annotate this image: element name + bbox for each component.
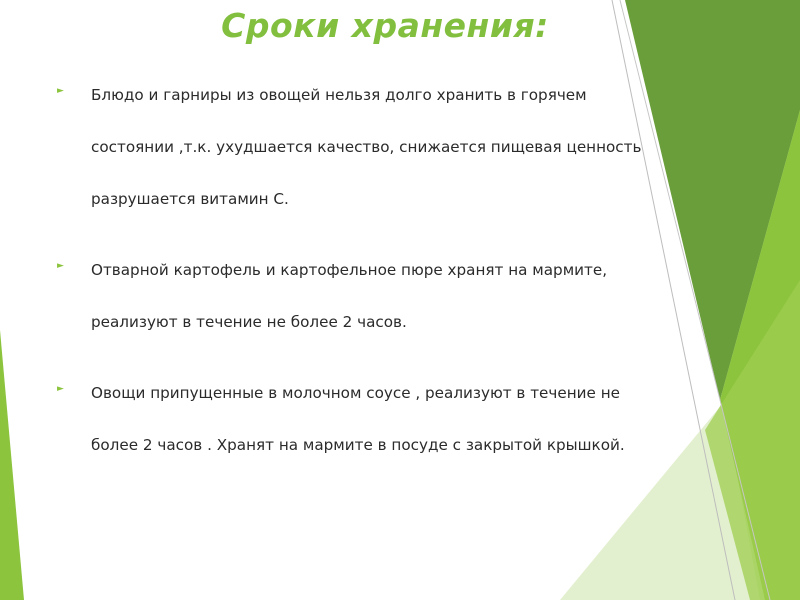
- bullet-list: [57, 69, 647, 490]
- arrow-bullet-icon: ►: [57, 384, 64, 394]
- bullet-text: Овощи припущенные в молочном соусе , реализуют в течение не более 2 часов . Хранят на мармите в посуде с закрытой крышкой.: [91, 384, 625, 454]
- bullet-text: Отварной картофель и картофельное пюре хранят на мармите, реализуют в течение не более 2 часов.: [91, 261, 608, 331]
- arrow-bullet-icon: ►: [57, 261, 64, 271]
- arrow-bullet-icon: ►: [57, 86, 64, 96]
- bullet-item: [57, 367, 647, 471]
- bullet-item: [57, 69, 647, 225]
- bullet-item: [57, 244, 647, 348]
- bullet-text: Блюдо и гарниры из овощей нельзя долго хранить в горячем состоянии ,т.к. ухудшается качество, снижается пищевая ценность разрушается витамин С.: [91, 86, 642, 208]
- slide-title: Сроки хранения:: [221, 6, 549, 45]
- left-green-sliver: [0, 330, 24, 600]
